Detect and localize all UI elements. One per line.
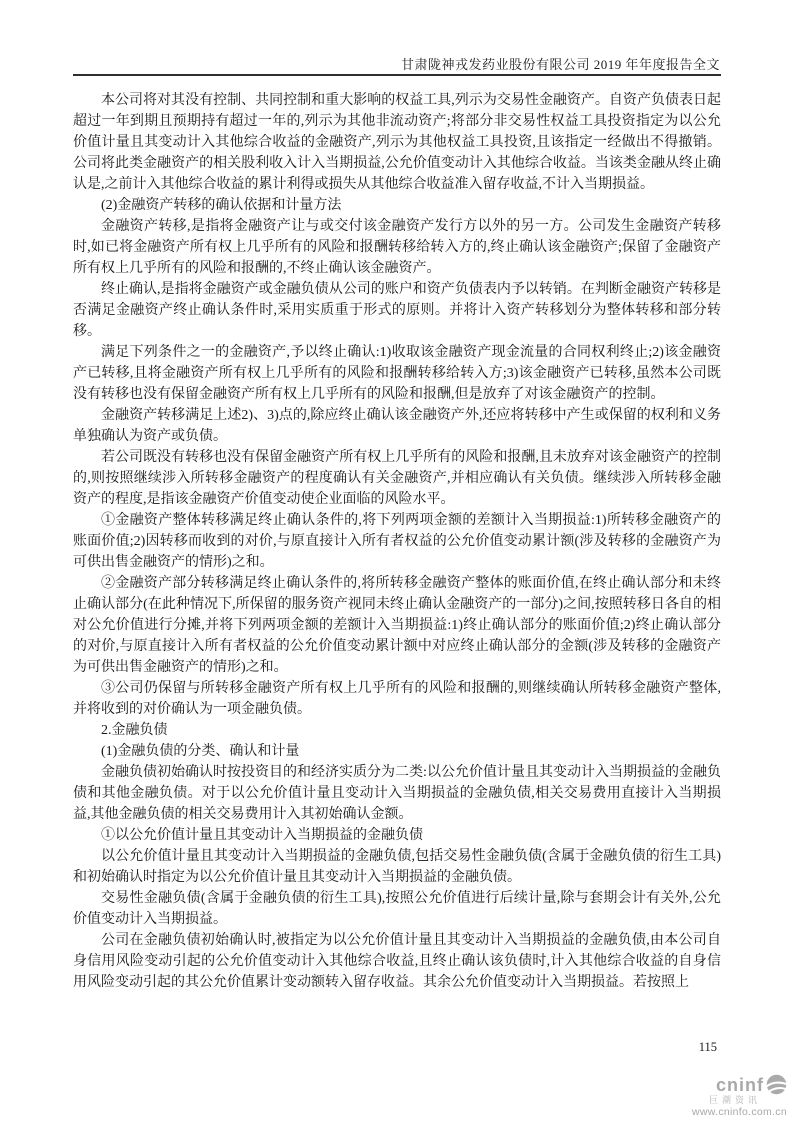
section-heading: ①以公允价值计量且其变动计入当期损益的金融负债 xyxy=(101,828,423,843)
paragraph: 以公允价值计量且其变动计入当期损益的金融负债,包括交易性金融负债(含属于金融负债的衍生工具)和初始确认时指定为以公允价值计量且其变动计入当期损益的金融负债。 xyxy=(73,849,721,885)
cninfo-swirl-icon xyxy=(766,1074,787,1095)
cninfo-watermark-row xyxy=(692,1074,787,1095)
paragraph: 金融资产转移,是指将金融资产让与或交付该金融资产发行方以外的另一方。公司发生金融资产转移时,如已将金融资产所有权上几乎所有的风险和报酬转移给转入方的,终止确认该金融资产;保留了金融资产所有权上几乎所有的风险和报酬的,不终止确认该金融资产。 xyxy=(73,219,721,276)
cninfo-brand-text: cninf xyxy=(716,1074,764,1095)
paragraph: 本公司将对其没有控制、共同控制和重大影响的权益工具,列示为交易性金融资产。自资产负债表日起超过一年到期且预期持有超过一年的,列示为其他非流动资产;将部分非交易性权益工具投资指定为以公允价值计量且其变动计入其他综合收益的金融资产,列示为其他权益工具投资,且该指定一经做出不得撤销。公司将此类金融资产的相关股利收入计入当期损益,公允价值变动计入其他综合收益。当该类金融从终止确认是,之前计入其他综合收益的累计利得或损失从其他综合收益准入留存收益,不计入当期损益。 xyxy=(73,93,721,192)
paragraph: 公司在金融负债初始确认时,被指定为以公允价值计量且其变动计入当期损益的金融负债,由本公司自身信用风险变动引起的公允价值变动计入其他综合收益,且终止确认该负债时,计入其他综合收益的自身信用风险变动引起的其公允价值累计变动额转入留存收益。其余公允价值变动计入当期损益。若按照上 xyxy=(73,933,721,990)
document-body xyxy=(73,90,721,993)
paragraph: ③公司仍保留与所转移金融资产所有权上几乎所有的风险和报酬的,则继续确认所转移金融资产整体,并将收到的对价确认为一项金融负债。 xyxy=(73,681,721,717)
cninfo-url-text: www.cninfo.com.cn xyxy=(692,1106,787,1118)
paragraph: (2)金融资产转移的确认依据和计量方法 xyxy=(101,198,342,213)
page-number: 115 xyxy=(698,1040,717,1054)
cninfo-caption-text: 巨潮资讯 xyxy=(708,1095,761,1105)
paragraph: 满足下列条件之一的金融资产,予以终止确认:1)收取该金融资产现金流量的合同权利终止;2)该金融资产已转移,且将金融资产所有权上几乎所有的风险和报酬转移给转入方;3)该金融资产已转移,虽然本公司既没有转移也没有保留金融资产所有权上几乎所有的风险和报酬,但是放弃了对该金融资产的控制。 xyxy=(73,345,721,402)
section-heading: 2.金融负债 xyxy=(101,723,168,738)
paragraph: 若公司既没有转移也没有保留金融资产所有权上几乎所有的风险和报酬,且未放弃对该金融资产的控制的,则按照继续涉入所转移金融资产的程度确认有关金融资产,并相应确认有关负债。继续涉入所转移金融资产的程度,是指该金融资产价值变动使企业面临的风险水平。 xyxy=(73,450,721,507)
paragraph: ②金融资产部分转移满足终止确认条件的,将所转移金融资产整体的账面价值,在终止确认部分和未终止确认部分(在此种情况下,所保留的服务资产视同未终止确认金融资产的一部分)之间,按照转移日各自的相对公允价值进行分摊,并将下列两项金额的差额计入当期损益:1)终止确认部分的账面价值;2)终止确认部分的对价,与原直接计入所有者权益的公允价值变动累计额中对应终止确认部分的金额(涉及转移的金融资产为可供出售金融资产的情形)之和。 xyxy=(73,576,721,675)
paragraph: ①金融资产整体转移满足终止确认条件的,将下列两项金额的差额计入当期损益:1)所转移金融资产的账面价值;2)因转移而收到的对价,与原直接计入所有者权益的公允价值变动累计额(涉及转移的金融资产为可供出售金融资产的情形)之和。 xyxy=(73,513,721,570)
header-rule xyxy=(73,74,721,76)
section-heading: (1)金融负债的分类、确认和计量 xyxy=(101,744,300,759)
paragraph: 交易性金融负债(含属于金融负债的衍生工具),按照公允价值进行后续计量,除与套期会计有关外,公允价值变动计入当期损益。 xyxy=(73,891,721,927)
paragraph: 金融负债初始确认时按投资目的和经济实质分为二类:以公允价值计量且其变动计入当期损益的金融负债和其他金融负债。对于以公允价值计量且变动计入当期损益的金融负债,相关交易费用直接计入当期损益,其他金融负债的相关交易费用计入其初始确认金额。 xyxy=(73,765,721,822)
paragraph: 金融资产转移满足上述2)、3)点的,除应终止确认该金融资产外,还应将转移中产生或保留的权利和义务单独确认为资产或负债。 xyxy=(73,408,721,444)
paragraph: 终止确认,是指将金融资产或金融负债从公司的账户和资产负债表内予以转销。在判断金融资产转移是否满足金融资产终止确认条件时,采用实质重于形式的原则。并将计入资产转移划分为整体转移和部分转移。 xyxy=(73,282,721,339)
page-header-title: 甘肃陇神戎发药业股份有限公司 2019 年年度报告全文 xyxy=(400,57,720,72)
cninfo-watermark xyxy=(692,1074,787,1118)
